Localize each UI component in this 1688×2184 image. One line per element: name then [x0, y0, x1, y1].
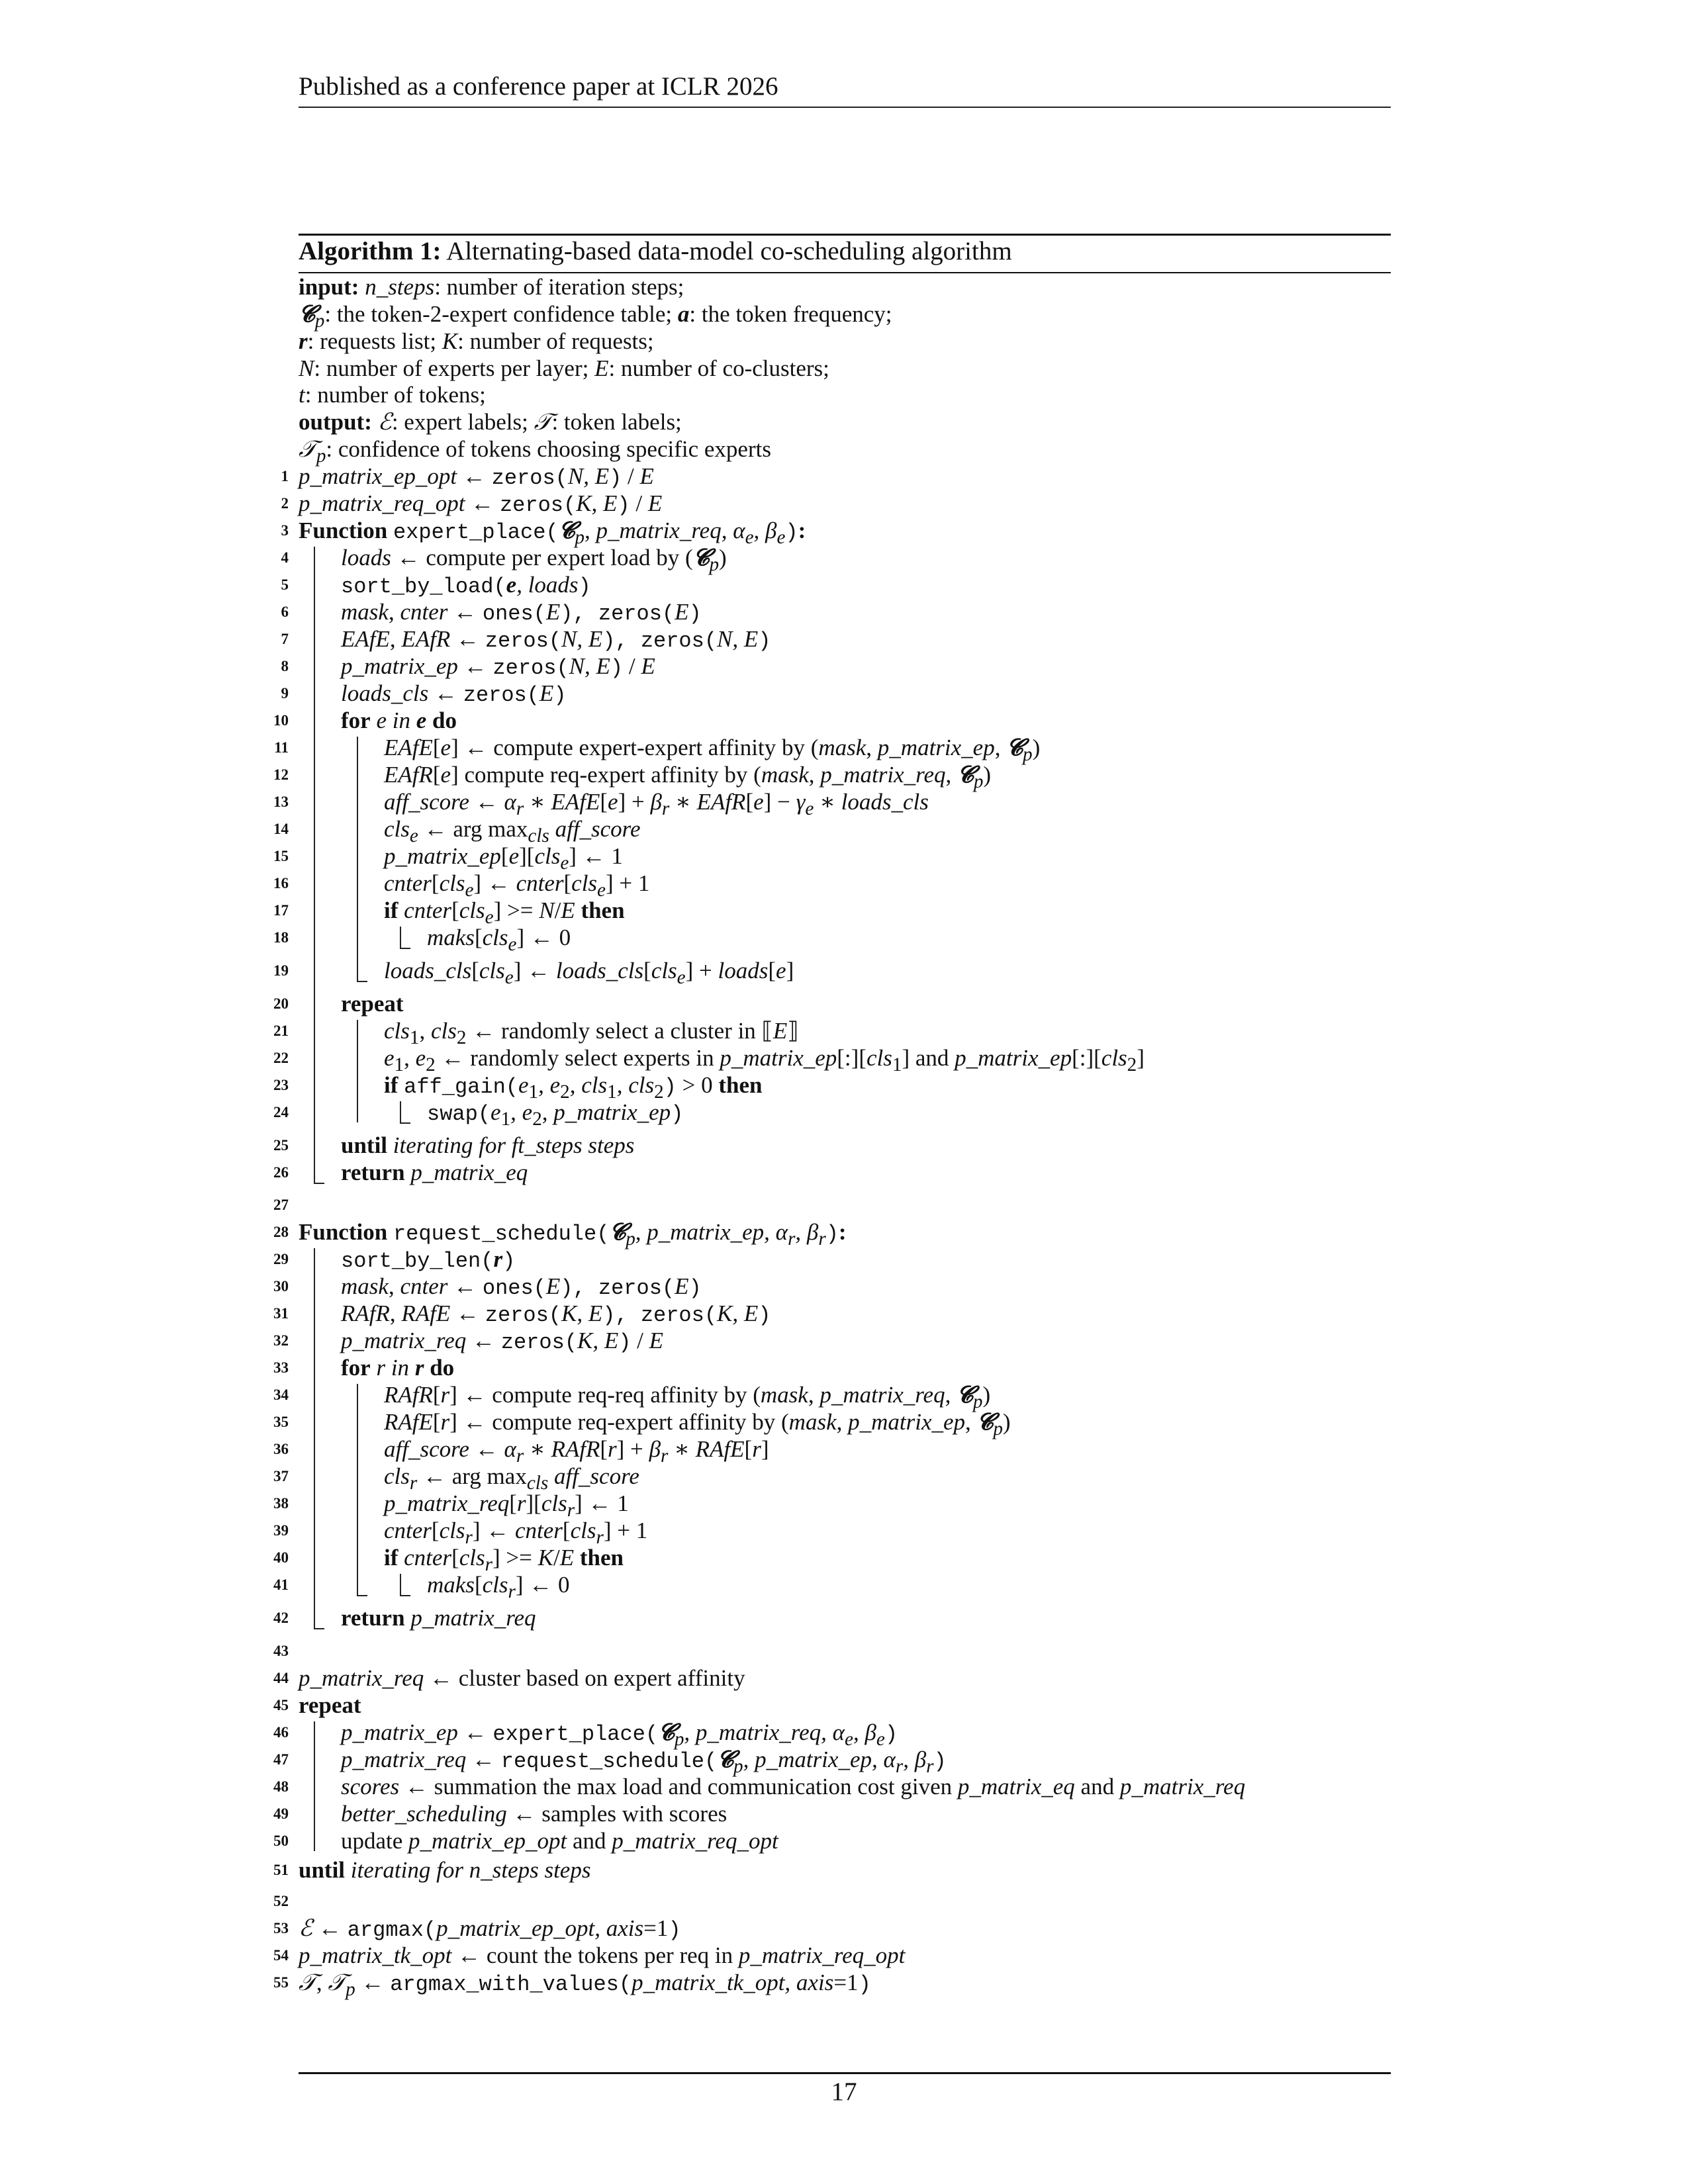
line-number: 10	[273, 712, 289, 729]
line-number: 25	[273, 1137, 289, 1154]
preamble-line: 𝓒$_p$: the token-2-expert confidence table; a: the token frequency;	[299, 301, 892, 332]
algorithm-line: sort_by_load(e, loads)	[341, 572, 591, 599]
line-number: 12	[273, 766, 289, 783]
algorithm-bottom-rule	[299, 2072, 1391, 2074]
line-number: 50	[273, 1833, 289, 1849]
algorithm-line: p_matrix_ep ← expert_place(𝓒$_p$, p_matrix_req, $\alpha_e$, $\beta_e$)	[341, 1719, 898, 1750]
algorithm-line: if cnter[cls$_r$] >= K/E then	[384, 1545, 624, 1575]
line-number: 34	[273, 1387, 289, 1403]
line-number: 20	[273, 995, 289, 1012]
line-number: 30	[273, 1278, 289, 1295]
line-number: 48	[273, 1778, 289, 1795]
line-number: 53	[273, 1920, 289, 1936]
line-number: 49	[273, 1805, 289, 1822]
block-bar	[314, 547, 315, 1183]
running-header: Published as a conference paper at ICLR 2026	[299, 72, 778, 101]
algorithm-line: p_matrix_tk_opt ← count the tokens per req in p_matrix_req_opt	[299, 1942, 906, 1968]
algorithm-line: p_matrix_req ← request_schedule(𝓒$_p$, p_matrix_ep, $\alpha_r$, $\beta_r$)	[341, 1747, 947, 1777]
algorithm-line: Function request_schedule(𝓒$_p$, p_matrix_ep, $\alpha_r$, $\beta_r$):	[299, 1219, 847, 1250]
line-number: 51	[273, 1862, 289, 1878]
line-number: 32	[273, 1332, 289, 1349]
line-number: 19	[273, 962, 289, 979]
algorithm-line: RAfR[r] ← compute req-req affinity by (mask, p_matrix_req, 𝓒$_p$)	[384, 1382, 991, 1412]
line-number: 39	[273, 1522, 289, 1539]
block-bar-foot	[314, 1183, 324, 1184]
line-number: 37	[273, 1468, 289, 1484]
line-number: 31	[273, 1305, 289, 1322]
line-number: 17	[273, 902, 289, 919]
preamble-line: N: number of experts per layer; E: number of co-clusters;	[299, 355, 829, 381]
block-bar-foot	[357, 981, 367, 982]
block-bar-foot	[400, 1122, 410, 1124]
algorithm-line: for e in e do	[341, 707, 457, 733]
algorithm-line: loads_cls ← zeros(E)	[341, 680, 567, 707]
algorithm-line: EAfE[e] ← compute expert-expert affinity by (mask, p_matrix_ep, 𝓒$_p$)	[384, 735, 1041, 765]
algorithm-line: cnter[cls$_e$] ← cnter[cls$_e$] + 1	[384, 870, 650, 901]
line-number: 36	[273, 1441, 289, 1457]
block-bar	[357, 1020, 358, 1122]
algorithm-label: Algorithm 1:	[299, 237, 442, 265]
line-number: 28	[273, 1224, 289, 1240]
block-bar	[357, 737, 358, 981]
line-number: 11	[274, 739, 289, 756]
line-number: 14	[273, 821, 289, 837]
algorithm-line: maks[cls$_e$] ← 0	[427, 925, 571, 955]
line-number: 46	[273, 1724, 289, 1741]
line-number: 9	[281, 685, 289, 702]
block-bar	[314, 1721, 315, 1851]
preamble-line: t: number of tokens;	[299, 382, 486, 408]
line-number: 13	[273, 794, 289, 810]
block-bar-foot	[357, 1595, 367, 1596]
line-number: 47	[273, 1751, 289, 1768]
line-number: 7	[281, 631, 289, 647]
line-number: 4	[281, 549, 289, 566]
algorithm-line: EAfR[e] compute req-expert affinity by (mask, p_matrix_req, 𝓒$_p$)	[384, 762, 992, 792]
line-number: 43	[273, 1643, 289, 1659]
algorithm-line: p_matrix_ep_opt ← zeros(N, E) / E	[299, 463, 654, 490]
algorithm-caption	[299, 236, 1012, 266]
algorithm-line: RAfE[r] ← compute req-expert affinity by (mask, p_matrix_ep, 𝓒$_p$)	[384, 1409, 1011, 1439]
line-number: 3	[281, 522, 289, 539]
block-bar-foot	[314, 1628, 324, 1629]
block-bar	[314, 1248, 315, 1628]
block-bar	[357, 1384, 358, 1595]
line-number: 18	[273, 929, 289, 946]
algorithm-line: EAfE, EAfR ← zeros(N, E), zeros(N, E)	[341, 626, 771, 653]
algorithm-line: aff_score ← $\alpha_r$ ∗ RAfR[r] + $\beta_r$ ∗ RAfE[r]	[384, 1436, 769, 1467]
line-number: 27	[273, 1197, 289, 1213]
algorithm-line: ℰ ← argmax(p_matrix_ep_opt, axis=1)	[299, 1915, 681, 1942]
algorithm-line: loads_cls[cls$_e$] ← loads_cls[cls$_e$] + loads[e]	[384, 958, 794, 988]
algorithm-line: aff_score ← $\alpha_r$ ∗ EAfE[e] + $\beta_r$ ∗ EAfR[e] − $\gamma_e$ ∗ loads_cls	[384, 789, 929, 819]
preamble-line: output: ℰ: expert labels; 𝒯: token labels;	[299, 409, 682, 435]
algorithm-line: scores ← summation the max load and communication cost given p_matrix_eq and p_matrix_req	[341, 1774, 1246, 1799]
line-number: 38	[273, 1495, 289, 1512]
line-number: 33	[273, 1359, 289, 1376]
line-number: 5	[281, 576, 289, 593]
preamble-line: r: requests list; K: number of requests;	[299, 328, 654, 354]
line-number: 23	[273, 1077, 289, 1093]
algorithm-line: p_matrix_req_opt ← zeros(K, E) / E	[299, 490, 663, 518]
line-number: 26	[273, 1164, 289, 1181]
algorithm-line: cls$_1$, cls$_2$ ← randomly select a cluster in ⟦E⟧	[384, 1018, 799, 1048]
algorithm-line: cls$_r$ ← arg $\max_{cls}$ aff_score	[384, 1463, 639, 1494]
line-number: 41	[273, 1576, 289, 1593]
algorithm-line: if cnter[cls$_e$] >= N/E then	[384, 897, 625, 928]
algorithm-line: cls$_e$ ← arg $\max_{cls}$ aff_score	[384, 816, 641, 846]
block-bar	[400, 1101, 401, 1122]
algorithm-line: return p_matrix_req	[341, 1605, 536, 1631]
line-number: 44	[273, 1670, 289, 1686]
algorithm-line: maks[cls$_r$] ← 0	[427, 1572, 570, 1602]
line-number: 15	[273, 848, 289, 864]
line-number: 8	[281, 658, 289, 674]
algorithm-line: if $aff\_gain(e_1$, $e_2$, cls$_1$, cls$_2$) > 0 then	[384, 1072, 763, 1103]
line-number: 22	[273, 1050, 289, 1066]
block-bar	[400, 927, 401, 948]
algorithm-top-rule	[299, 234, 1391, 236]
algorithm-line: update p_matrix_ep_opt and p_matrix_req_opt	[341, 1828, 778, 1854]
algorithm-line: until iterating for n_steps steps	[299, 1857, 591, 1883]
line-number: 16	[273, 875, 289, 891]
line-number: 40	[273, 1549, 289, 1566]
algorithm-line: p_matrix_ep[e][cls$_e$] ← 1	[384, 843, 623, 874]
algorithm-line: mask, cnter ← ones(E), zeros(E)	[341, 599, 702, 626]
block-bar-foot	[400, 948, 410, 949]
algorithm-line: repeat	[341, 991, 404, 1017]
page-number: 17	[831, 2077, 857, 2106]
line-number: 21	[273, 1023, 289, 1039]
algorithm-line: sort_by_len(r)	[341, 1246, 516, 1273]
algorithm-line: for r in r do	[341, 1355, 455, 1381]
algorithm-line: better_scheduling ← samples with scores	[341, 1801, 727, 1827]
algorithm-line: cnter[cls$_r$] ← cnter[cls$_r$] + 1	[384, 1518, 648, 1548]
line-number: 55	[273, 1974, 289, 1991]
algorithm-line: p_matrix_req[r][cls$_r$] ← 1	[384, 1490, 629, 1521]
algorithm-title: Alternating-based data-model co-scheduling algorithm	[446, 237, 1012, 265]
line-number: 2	[281, 495, 289, 512]
algorithm-line: p_matrix_req ← cluster based on expert affinity	[299, 1665, 745, 1691]
algorithm-line: RAfR, RAfE ← zeros(K, E), zeros(K, E)	[341, 1300, 771, 1328]
line-number: 1	[281, 468, 289, 484]
block-bar	[400, 1574, 401, 1595]
block-bar-foot	[400, 1595, 410, 1596]
line-number: 35	[273, 1414, 289, 1430]
line-number: 29	[273, 1251, 289, 1267]
line-number: 52	[273, 1893, 289, 1909]
line-number: 24	[273, 1104, 289, 1120]
algorithm-line: until iterating for ft_steps steps	[341, 1132, 635, 1158]
algorithm-line: $e_1$, $e_2$ ← randomly select experts in p_matrix_ep[:][cls$_1$] and p_matrix_ep[:][cls$_2$]	[384, 1045, 1145, 1075]
line-number: 45	[273, 1697, 289, 1713]
preamble-line: 𝒯$_p$: confidence of tokens choosing specific experts	[299, 436, 771, 467]
preamble-line: input: n_steps: number of iteration steps;	[299, 274, 684, 300]
algorithm-line: p_matrix_ep ← zeros(N, E) / E	[341, 653, 655, 680]
algorithm-line: 𝒯, 𝒯$_p$ ← argmax_with_values(p_matrix_tk_opt, axis=1)	[299, 1970, 871, 2000]
algorithm-line: $swap(e_1$, $e_2$, p_matrix_ep)	[427, 1099, 684, 1130]
line-number: 54	[273, 1947, 289, 1964]
line-number: 42	[273, 1610, 289, 1626]
algorithm-line: return p_matrix_eq	[341, 1160, 528, 1185]
algorithm-line: mask, cnter ← ones(E), zeros(E)	[341, 1273, 702, 1300]
algorithm-line: repeat	[299, 1692, 361, 1718]
algorithm-line: Function expert_place(𝓒$_p$, p_matrix_req, $\alpha_e$, $\beta_e$):	[299, 518, 806, 548]
header-rule	[299, 107, 1391, 108]
algorithm-line: loads ← compute per expert load by (𝓒$_p$)	[341, 545, 727, 575]
line-number: 6	[281, 604, 289, 620]
algorithm-line: p_matrix_req ← zeros(K, E) / E	[341, 1328, 664, 1355]
